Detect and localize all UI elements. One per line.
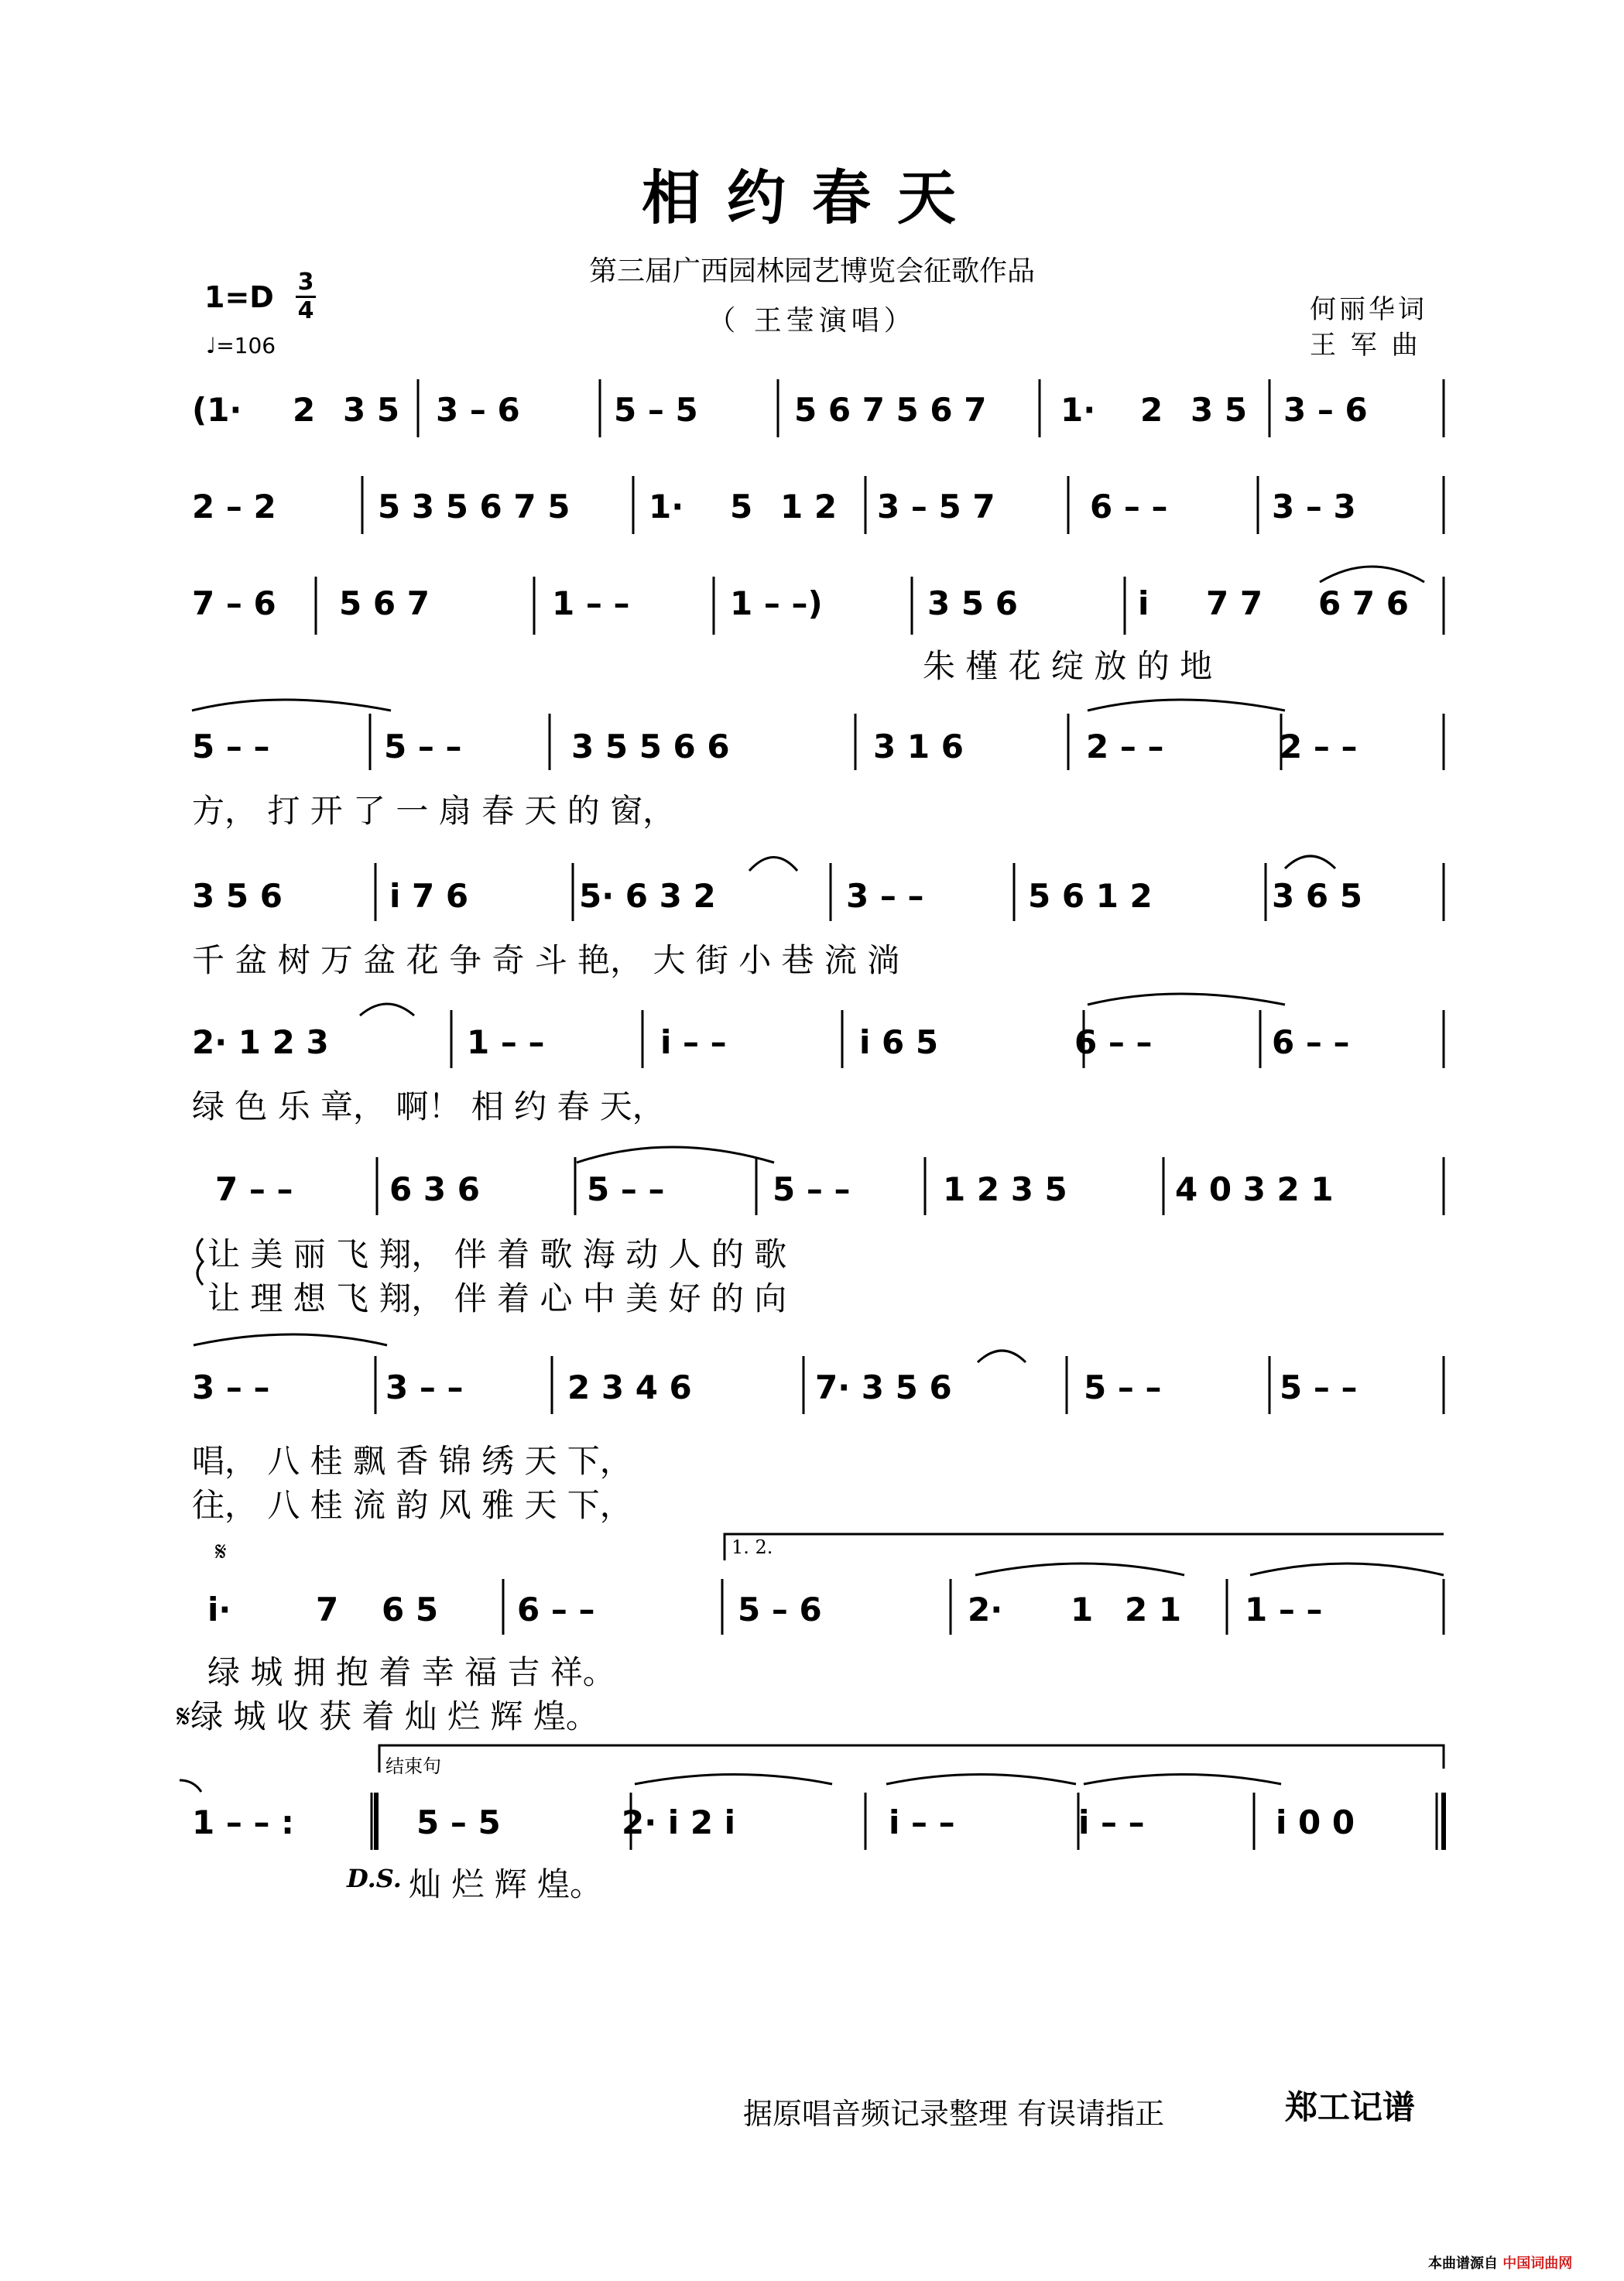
- lyrics-row-8-verse-2: 往， 八 桂 流 韵 风 雅 天 下，: [192, 1486, 632, 1524]
- lyrics-row-9-verse-2: [176, 1691, 598, 1738]
- lyrics-row-9-verse-2-text: 绿 城 收 获 着 灿 烂 辉 煌。: [190, 1697, 598, 1735]
- time-signature-top: 3: [297, 269, 314, 296]
- lyrics-row-4: 方， 打 开 了 一 扇 春 天 的 窗，: [192, 792, 676, 830]
- transcriber-signature: 郑工记谱: [1285, 2088, 1416, 2126]
- key-signature: 1=D: [204, 280, 274, 314]
- lyrics-row-9-verse-1: 绿 城 拥 抱 着 幸 福 吉 祥。: [207, 1653, 615, 1691]
- tempo-marking: ♩=106: [206, 333, 276, 358]
- lyrics-row-7-verse-1: 让 美 丽 飞 翔， 伴 着 歌 海 动 人 的 歌: [207, 1235, 787, 1273]
- page-title: 相约春天: [642, 163, 982, 232]
- lyrics-row-7-verse-2: 让 理 想 飞 翔， 伴 着 心 中 美 好 的 向: [207, 1279, 787, 1317]
- lyrics-row-5: 千 盆 树 万 盆 花 争 奇 斗 艳， 大 街 小 巷 流 淌: [192, 941, 900, 979]
- singer: （ 王莹演唱）: [708, 305, 916, 337]
- lyrics-row-10: 灿 烂 辉 煌。: [409, 1865, 603, 1903]
- lyrics-row-8-verse-1: 唱， 八 桂 飘 香 锦 绣 天 下，: [192, 1442, 632, 1480]
- segno-mark-lyric: 𝄋: [176, 1697, 191, 1735]
- segno-mark: 𝄋: [215, 1536, 227, 1567]
- lyricist-credit: 何丽华词: [1310, 294, 1427, 325]
- ds-label: D.S.: [347, 1864, 402, 1893]
- time-signature-bottom: 4: [297, 297, 314, 324]
- source-site[interactable]: 中国词曲网: [1502, 2255, 1573, 2272]
- lyrics-row-3: 朱 槿 花 绽 放 的 地: [923, 647, 1213, 685]
- composer-credit: 王 军 曲: [1310, 330, 1421, 361]
- lyrics-row-6: 绿 色 乐 章， 啊！ 相 约 春 天，: [192, 1087, 665, 1125]
- ending-label: 1. 2.: [731, 1536, 773, 1558]
- footer-note: 据原唱音频记录整理 有误请指正: [743, 2097, 1165, 2131]
- source-label: 本曲谱源自: [1428, 2255, 1498, 2272]
- coda-label: 结束句: [385, 1755, 441, 1777]
- subtitle: 第三届广西园林园艺博览会征歌作品: [588, 255, 1035, 287]
- source-credit: [1428, 2252, 1572, 2272]
